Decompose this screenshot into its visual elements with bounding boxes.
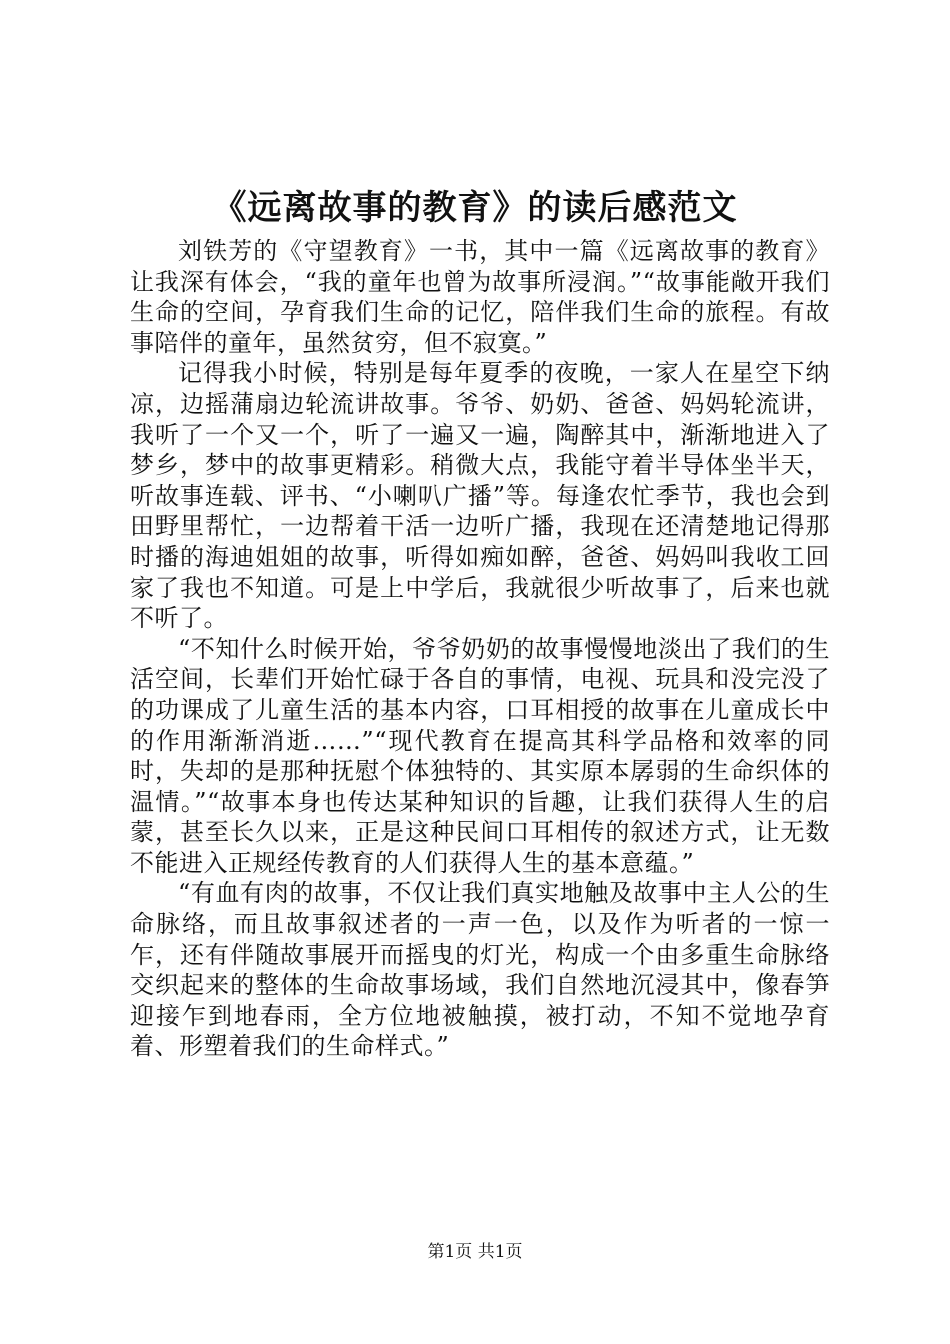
page-number-footer: 第1页 共1页 — [427, 1242, 523, 1262]
paragraph-3: “不知什么时候开始，爷爷奶奶的故事慢慢地淡出了我们的生活空间，长辈们开始忙碌于各自的事情，电视、玩具和没完没了的功课成了儿童生活的基本内容，口耳相授的故事在儿童成长中的作用渐渐消逝……”“现代教育在提高其科学品格和效率的同时，失却的是那种抚慰个体独特的、其实原本孱弱的生命织体的温情。”“故事本身也传达某种知识的旨趣，让我们获得人生的启蒙，甚至长久以来，正是这种民间口耳相传的叙述方式，让无数不能进入正规经传教育的人们获得人生的基本意蕴。” — [130, 634, 830, 877]
paragraph-4: “有血有肉的故事，不仅让我们真实地触及故事中主人公的生命脉络，而且故事叙述者的一声一色，以及作为听者的一惊一乍，还有伴随故事展开而摇曳的灯光，构成一个由多重生命脉络交织起来的整体的生命故事场域，我们自然地沉浸其中，像春笋迎接乍到地春雨，全方位地被触摸，被打动，不知不觉地孕育着、形塑着我们的生命样式。” — [130, 879, 830, 1061]
paragraph-2: 记得我小时候，特别是每年夏季的夜晚，一家人在星空下纳凉，边摇蒲扇边轮流讲故事。爷爷、奶奶、爸爸、妈妈轮流讲，我听了一个又一个，听了一遍又一遍，陶醉其中，渐渐地进入了梦乡，梦中的故事更精彩。稍微大点，我能守着半导体坐半天，听故事连载、评书、“小喇叭广播”等。每逢农忙季节，我也会到田野里帮忙，一边帮着干活一边听广播，我现在还清楚地记得那时播的海迪姐姐的故事，听得如痴如醉，爸爸、妈妈叫我收工回家了我也不知道。可是上中学后，我就很少听故事了，后来也就不听了。 — [130, 359, 830, 633]
document-body — [130, 236, 830, 1062]
paragraph-1: 刘铁芳的《守望教育》一书，其中一篇《远离故事的教育》让我深有体会，“我的童年也曾为故事所浸润。”“故事能敞开我们生命的空间，孕育我们生命的记忆，陪伴我们生命的旅程。有故事陪伴的童年，虽然贫穷，但不寂寞。” — [130, 237, 830, 357]
document-title: 《远离故事的教育》的读后感范文 — [212, 188, 738, 228]
